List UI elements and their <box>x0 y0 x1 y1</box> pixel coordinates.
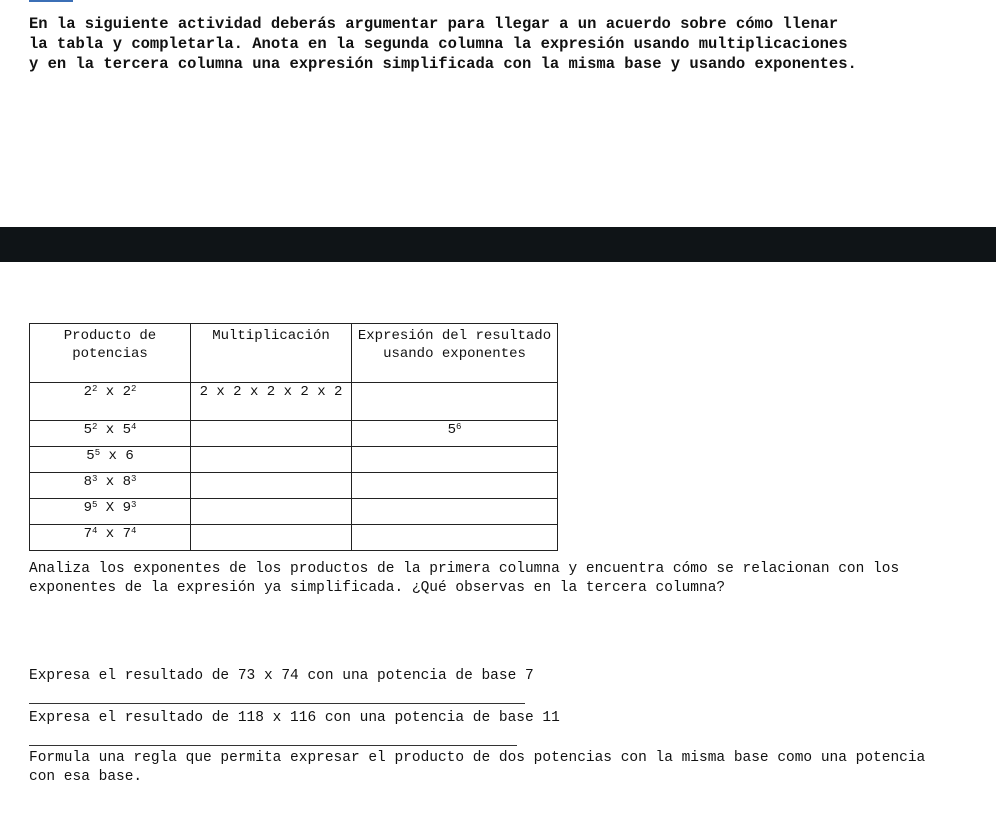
multiplication-cell[interactable]: 2 x 2 x 2 x 2 x 2 <box>191 383 352 421</box>
exp-a: 5 <box>91 500 98 510</box>
answer-line-1[interactable] <box>29 703 525 704</box>
multiplication-cell[interactable] <box>191 499 352 525</box>
operator: x <box>105 526 115 542</box>
result-cell[interactable] <box>352 473 558 499</box>
result-exp: 6 <box>456 422 462 432</box>
exp-a: 2 <box>91 384 98 394</box>
exp-b: 3 <box>131 500 137 510</box>
result-cell[interactable] <box>352 447 558 473</box>
question-1: Expresa el resultado de 73 x 74 con una potencia de base 7 <box>29 668 534 684</box>
exp-a: 2 <box>91 422 98 432</box>
intro-instructions: En la siguiente actividad deberás argumentar para llegar a un acuerdo sobre cómo llenar la tabla y completarla. Anota en la segunda columna la expresión usando multiplicaciones y en la tercera columna una expresión simplificada con la misma base y usando exponentes. <box>29 15 857 73</box>
base-a: 9 <box>83 500 92 516</box>
result-cell[interactable] <box>352 525 558 551</box>
exp-a: 5 <box>94 448 101 458</box>
top-rule <box>29 0 73 2</box>
header-expresion: Expresión del resultado usando exponentes <box>352 324 558 383</box>
product-cell <box>30 421 191 447</box>
header-multiplicacion: Multiplicación <box>191 324 352 383</box>
header-producto: Producto de potencias <box>30 324 191 383</box>
multiplication-cell[interactable] <box>191 473 352 499</box>
product-cell <box>30 473 191 499</box>
table-row <box>30 499 558 525</box>
exp-a: 4 <box>91 526 98 536</box>
exp-b: 4 <box>131 422 137 432</box>
dark-band <box>0 227 996 262</box>
table-row <box>30 525 558 551</box>
base-b: 8 <box>122 474 132 490</box>
base-b: 2 <box>122 384 132 400</box>
base-a: 8 <box>83 474 92 490</box>
analysis-text: Analiza los exponentes de los productos de la primera columna y encuentra cómo se relacionan con los exponentes de la expresión ya simplificada. ¿Qué observas en la tercera columna? <box>29 561 900 596</box>
exp-b: 4 <box>131 526 137 536</box>
question-3: Formula una regla que permita expresar el producto de dos potencias con la misma base como una potencia con esa base. <box>29 750 926 785</box>
table-row <box>30 473 558 499</box>
exp-b: 2 <box>131 384 137 394</box>
base-b: 5 <box>122 422 132 438</box>
operator: x <box>108 448 117 464</box>
product-cell <box>30 525 191 551</box>
base-b: 6 <box>125 448 134 464</box>
base-a: 2 <box>83 384 92 400</box>
base-a: 5 <box>83 422 92 438</box>
product-cell <box>30 499 191 525</box>
table-row <box>30 421 558 447</box>
operator: x <box>105 422 115 438</box>
exp-a: 3 <box>91 474 98 484</box>
answer-line-2[interactable] <box>29 745 517 746</box>
result-cell[interactable] <box>352 499 558 525</box>
multiplication-cell[interactable] <box>191 525 352 551</box>
base-b: 7 <box>122 526 132 542</box>
result-base: 5 <box>447 422 456 438</box>
base-b: 9 <box>122 500 132 516</box>
base-a: 7 <box>83 526 92 542</box>
table-header-row <box>30 324 558 383</box>
base-a: 5 <box>86 448 95 464</box>
table-row <box>30 383 558 421</box>
powers-table <box>29 323 558 551</box>
multiplication-cell[interactable] <box>191 447 352 473</box>
question-2: Expresa el resultado de 118 x 116 con una potencia de base 11 <box>29 710 560 726</box>
table-row <box>30 447 558 473</box>
operator: X <box>105 500 115 516</box>
operator: x <box>105 384 115 400</box>
result-cell[interactable] <box>352 383 558 421</box>
product-cell <box>30 383 191 421</box>
product-cell <box>30 447 191 473</box>
result-cell[interactable] <box>352 421 558 447</box>
exp-b: 3 <box>131 474 137 484</box>
operator: x <box>105 474 115 490</box>
multiplication-cell[interactable] <box>191 421 352 447</box>
